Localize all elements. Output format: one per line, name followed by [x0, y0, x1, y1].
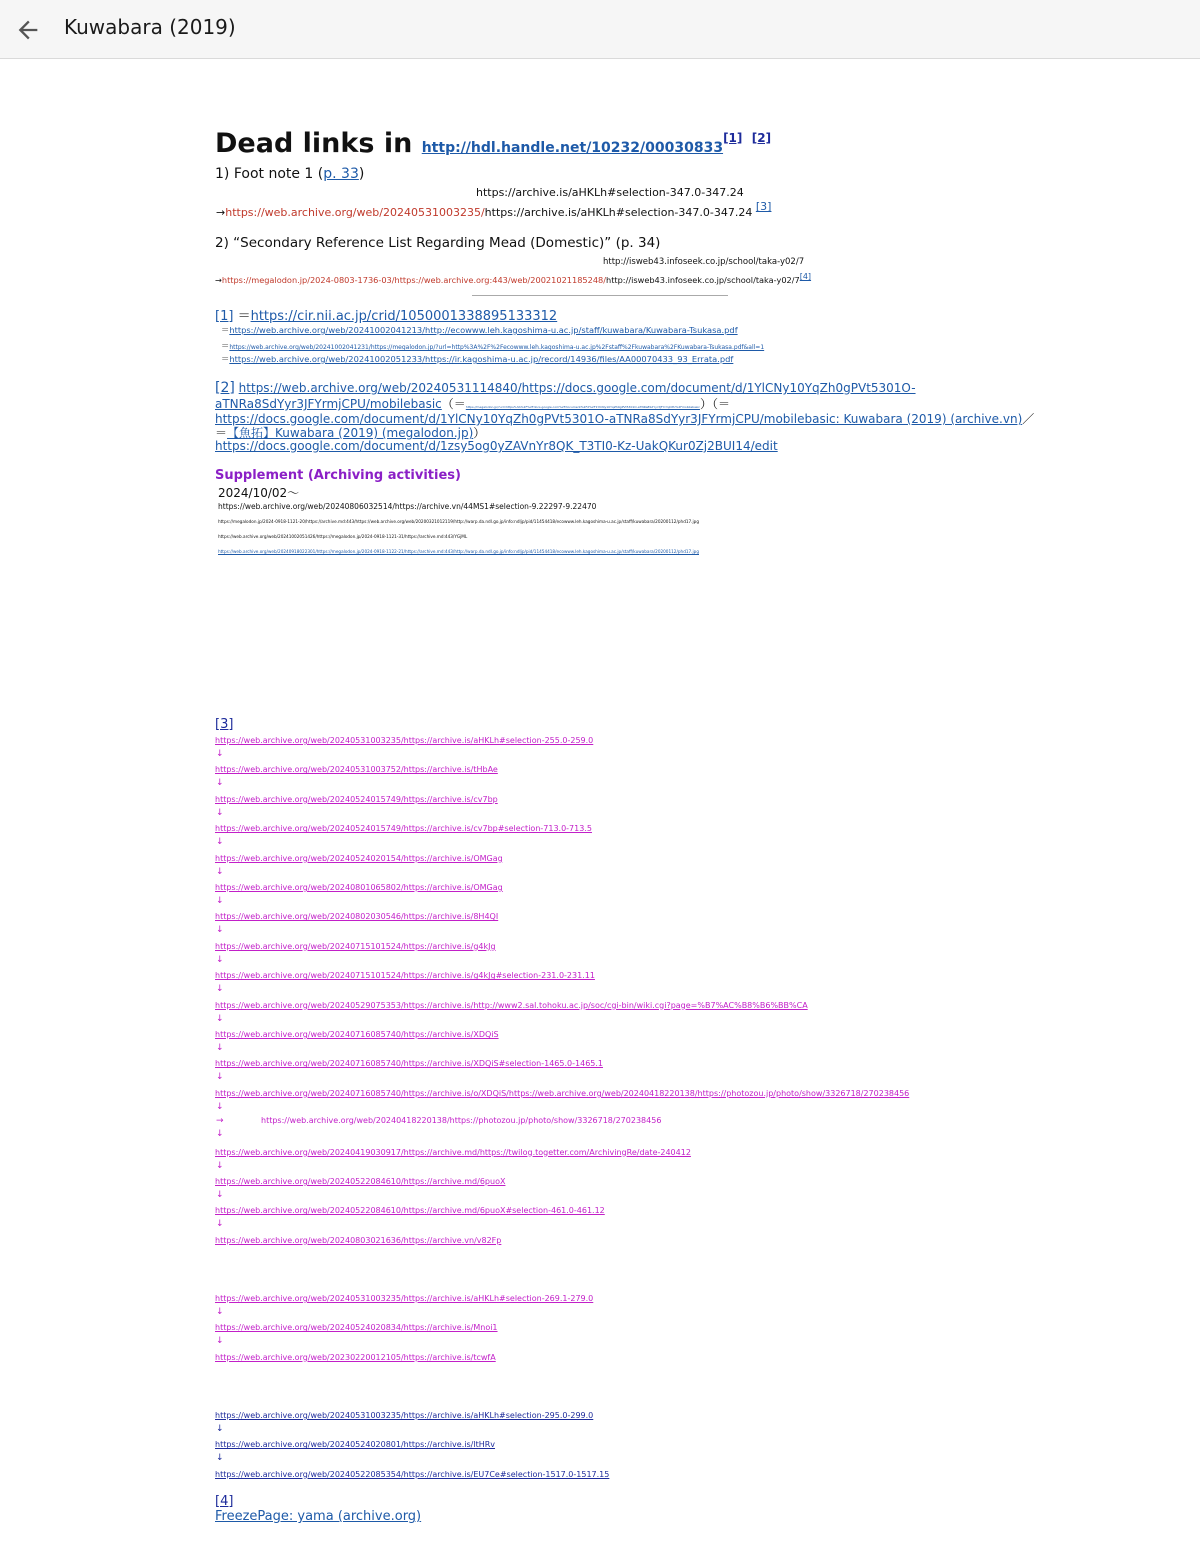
- note2-separator: ／: [1022, 412, 1035, 426]
- down-arrow-icon: ↓: [216, 807, 224, 818]
- page-33-link[interactable]: p. 33: [323, 166, 359, 182]
- note2-line1: [215, 380, 916, 396]
- chain-link[interactable]: https://web.archive.org/web/20240531003235/https://archive.is/aHKLh#selection-269.1-279.0: [215, 1294, 594, 1303]
- down-arrow-icon: ↓: [216, 1453, 224, 1464]
- heading-url-link[interactable]: http://hdl.handle.net/10232/00030833: [421, 140, 724, 156]
- item2-arrow: →: [215, 275, 222, 285]
- chain-link[interactable]: https://web.archive.org/web/20240531003752/https://archive.is/tHbAe: [215, 765, 498, 775]
- supplement-line-4: [218, 549, 699, 554]
- item1-original-url: https://archive.is/aHKLh#selection-347.0-347.24: [476, 186, 744, 199]
- page-title: Kuwabara (2019): [64, 15, 236, 39]
- note1-alt-3-link[interactable]: https://web.archive.org/web/20241002051233/https://ir.kagoshima-u.ac.jp/record/14936/files/AA00070433_93_Errata.pdf: [229, 354, 734, 364]
- item2-original-url: http://isweb43.infoseek.co.jp/school/taka-y02/7: [603, 257, 805, 267]
- freezepage-link[interactable]: FreezePage: yama (archive.org): [215, 1509, 422, 1524]
- down-arrow-icon: ↓: [216, 1072, 224, 1083]
- note1-label[interactable]: [1]: [215, 309, 234, 324]
- chain-link[interactable]: https://web.archive.org/web/20240531003235/https://archive.is/aHKLh#selection-295.0-299.0: [215, 1411, 594, 1420]
- down-arrow-icon: ↓: [216, 896, 224, 906]
- down-arrow-icon: ↓: [216, 1160, 224, 1171]
- footnote-divider: [472, 295, 728, 296]
- note2-line5: [215, 439, 778, 453]
- chain-link[interactable]: https://web.archive.org/web/20240715101524/https://archive.is/g4kJg: [215, 941, 496, 951]
- item1-label-close: ): [358, 166, 365, 182]
- down-arrow-icon: ↓: [216, 1219, 224, 1230]
- note1-main: [215, 305, 557, 324]
- down-arrow-icon: ↓: [216, 1336, 224, 1347]
- note3-label-wrap: [215, 717, 233, 732]
- down-arrow-icon: ↓: [216, 749, 224, 759]
- chain-link[interactable]: https://web.archive.org/web/20240524020834/https://archive.is/Mnoi1: [215, 1323, 498, 1333]
- chain-link[interactable]: https://web.archive.org/web/20230220012105/https://archive.is/tcwfA: [215, 1352, 496, 1362]
- chain-link[interactable]: https://web.archive.org/web/20240715101524/https://archive.is/g4kJg#selection-231.0-231.11: [215, 971, 595, 981]
- note4-label-wrap: [215, 1494, 233, 1509]
- down-arrow-icon: ↓: [216, 1190, 224, 1200]
- chain-link[interactable]: https://web.archive.org/web/20240531003235/https://archive.is/aHKLh#selection-255.0-259.0: [215, 736, 594, 745]
- note1-alt-1-eq: ＝: [221, 325, 230, 335]
- item2-label: 2) “Secondary Reference List Regarding Mead (Domestic)” (p. 34): [215, 235, 661, 251]
- back-button[interactable]: [14, 16, 42, 44]
- footnote-ref-4[interactable]: [4]: [799, 272, 812, 281]
- note4-label[interactable]: [4]: [215, 1494, 234, 1509]
- chain-link[interactable]: https://web.archive.org/web/20240716085740/https://archive.is/XDQiS: [215, 1030, 499, 1039]
- supplement-line-3: https://web.archive.org/web/20241002051426/https://megalodon.jp/2024-0918-1121-31/https://archive.md:443/YGjML: [218, 534, 468, 539]
- down-arrow-icon: ↓: [216, 837, 224, 848]
- note2-archive-link-cont[interactable]: aTNRa8SdYyr3JFYrmjCPU/mobilebasic: [215, 397, 442, 411]
- side-link: https://web.archive.org/web/20240418220138/https://photozou.jp/photo/show/3326718/270238456: [261, 1116, 662, 1126]
- chain-link[interactable]: https://web.archive.org/web/20240524015749/https://archive.is/cv7bp#selection-713.0-713.5: [215, 824, 592, 834]
- down-arrow-icon: ↓: [216, 1101, 224, 1112]
- document-heading: [215, 128, 771, 159]
- down-arrow-icon: ↓: [216, 866, 224, 877]
- item1-archived-line: [216, 200, 772, 219]
- down-arrow-icon: ↓: [216, 1424, 224, 1434]
- footnote-ref-3[interactable]: [3]: [755, 200, 772, 213]
- chain-link[interactable]: https://web.archive.org/web/20240522085354/https://archive.is/EU7Ce#selection-1517.0-1517.15: [215, 1469, 610, 1479]
- chain-link[interactable]: https://web.archive.org/web/20240716085740/https://archive.is/XDQiS#selection-1465.0-1465.1: [215, 1059, 603, 1069]
- down-arrow-icon: ↓: [216, 984, 224, 995]
- chain-link[interactable]: https://web.archive.org/web/20240524020801/https://archive.is/ltHRv: [215, 1440, 496, 1450]
- arrow-left-icon: [14, 16, 42, 44]
- down-arrow-icon: ↓: [216, 1043, 224, 1053]
- supplement-line-2: https://megalodon.jp/2024-0918-1121-20/https://archive.md:443/https://web.archive.org/web/20200321012119/http://warp.da.ndl.go.jp/info:ndljp/pid/11454418/ecowww.leh.kagoshima-u.ac.jp/staff/kuwabara/20200112/phd17.jpg: [218, 519, 699, 524]
- chain-link[interactable]: https://web.archive.org/web/20240522084610/https://archive.md/6puoX#selection-461.0-461.12: [215, 1206, 605, 1216]
- supplement-date: 2024/10/02〜: [218, 486, 300, 500]
- chain-link[interactable]: https://web.archive.org/web/20240803021636/https://archive.vn/v82Fp: [215, 1235, 502, 1245]
- note2-gdocs-link[interactable]: https://docs.google.com/document/d/1zsy5og0yZAVnYr8QK_T3TI0-Kz-UakQKur0Zj2BUI14/edit: [215, 439, 778, 453]
- chain-link[interactable]: https://web.archive.org/web/20240716085740/https://archive.is/o/XDQiS/https://web.archive.org/web/20240418220138/https://photozou.jp/photo/show/3326718/270238456: [215, 1088, 910, 1098]
- note1-cir-link[interactable]: https://cir.nii.ac.jp/crid/1050001338895133312: [250, 309, 558, 324]
- note2-paren-close: ）（＝: [699, 397, 730, 411]
- note1-alt-2-link[interactable]: https://web.archive.org/web/20241002041231/https://megalodon.jp/?url=http%3A%2F%2Fecowww.leh.kagoshima-u.ac.jp%2Fstaff%2Fkuwabara%2FKuwabara-Tsukasa.pdf&all=1: [229, 344, 765, 351]
- supplement-line-1: https://web.archive.org/web/20240806032514/https://archive.vn/44MS1#selection-9.22297-9.22470: [218, 502, 597, 511]
- down-arrow-icon: ↓: [216, 1129, 224, 1140]
- chain-link[interactable]: https://web.archive.org/web/20240524020154/https://archive.is/OMGag: [215, 853, 503, 863]
- note2-line4-close: ）: [473, 426, 486, 440]
- note2-megalodon-tiny-link[interactable]: https://megalodon.jp/?url=https%3A%2F%2Fdocs.google.com%2Fdocument%2Fd%2F1YlCNy10YqZh0gPVt5301O-aTNRa8SdYyr3JFYrmjCPU%2Fmobilebasic: [465, 405, 700, 409]
- supplement-line-4-link[interactable]: https://web.archive.org/web/20240918022301/https://megalodon.jp/2024-0918-1122-21/https://archive.md:443/http://warp.da.ndl.go.jp/info:ndljp/pid/11454418/ecowww.leh.kagoshima-u.ac.jp/staff/kuwabara/20200112/phd17.jpg: [218, 549, 699, 554]
- item1-arrow: →: [216, 206, 226, 219]
- note2-megalodon-link[interactable]: 【魚拓】Kuwabara (2019) (megalodon.jp): [227, 426, 474, 440]
- note2-archive-link[interactable]: https://web.archive.org/web/20240531114840/https://docs.google.com/document/d/1YlCNy10YqZh0gPVt5301O-: [238, 381, 916, 395]
- item1-archive-rest: https://archive.is/aHKLh#selection-347.0-347.24: [484, 206, 753, 219]
- item2-archive-rest: http://isweb43.infoseek.co.jp/school/taka-y02/7: [606, 275, 800, 285]
- note2-paren-open: （＝: [441, 397, 466, 411]
- item1-archive-prefix: https://web.archive.org/web/20240531003235/: [225, 206, 485, 219]
- footnote-ref-2[interactable]: [2]: [751, 131, 772, 145]
- item1-label: [215, 166, 364, 182]
- note1-alt-1-link[interactable]: https://web.archive.org/web/20241002041213/http://ecowww.leh.kagoshima-u.ac.jp/staff/kuwabara/Kuwabara-Tsukasa.pdf: [229, 325, 738, 335]
- down-arrow-icon: ↓: [216, 1307, 224, 1317]
- note1-alt-2: [221, 340, 764, 352]
- down-arrow-icon: ↓: [216, 954, 224, 965]
- item2-archived-line: [215, 272, 812, 285]
- note1-alt-3-eq: ＝: [221, 354, 230, 364]
- chain-link[interactable]: https://web.archive.org/web/20240801065802/https://archive.is/OMGag: [215, 883, 503, 892]
- note1-alt-1: [221, 324, 738, 336]
- note1-alt-2-eq: ＝: [221, 341, 230, 351]
- footnote-ref-1[interactable]: [1]: [723, 131, 743, 145]
- chain-link[interactable]: https://web.archive.org/web/20240419030917/https://archive.md/https://twilog.togetter.com/ArchivingRe/date-240412: [215, 1147, 691, 1157]
- note1-alt-3: [221, 353, 733, 365]
- down-arrow-icon: ↓: [216, 778, 224, 789]
- note2-label[interactable]: [2]: [215, 380, 235, 396]
- note2-line4-eq: ＝: [215, 426, 228, 440]
- note3-label[interactable]: [3]: [215, 717, 234, 732]
- chain-link[interactable]: https://web.archive.org/web/20240524015749/https://archive.is/cv7bp: [215, 794, 498, 804]
- chain-link[interactable]: https://web.archive.org/web/20240522084610/https://archive.md/6puoX: [215, 1177, 506, 1186]
- note1-eq: ＝: [237, 309, 251, 324]
- down-arrow-icon: ↓: [216, 1013, 224, 1024]
- down-arrow-icon: ↓: [216, 925, 224, 936]
- note4-link-wrap: [215, 1509, 421, 1524]
- heading-prefix: Dead links in: [215, 128, 413, 159]
- top-bar: [0, 0, 1200, 59]
- chain-link[interactable]: https://web.archive.org/web/20240802030546/https://archive.is/8H4QI: [215, 912, 499, 922]
- supplement-title: Supplement (Archiving activities): [215, 468, 461, 483]
- item1-label-text: 1) Foot note 1 (: [215, 166, 324, 182]
- item2-archive-prefix: https://megalodon.jp/2024-0803-1736-03/https://web.archive.org:443/web/20021021185248/: [221, 275, 606, 285]
- note2-archivevn-link[interactable]: https://docs.google.com/document/d/1YlCNy10YqZh0gPVt5301O-aTNRa8SdYyr3JFYrmjCPU/mobilebasic: Kuwabara (2019) (archive.vn): [215, 412, 1023, 426]
- right-arrow-icon: →: [216, 1116, 224, 1127]
- chain-link[interactable]: https://web.archive.org/web/20240529075353/https://archive.is/http://www2.sal.tohoku.ac.jp/soc/cgi-bin/wiki.cgi?page=%B7%AC%B8%B6%BB%CA: [215, 1000, 808, 1010]
